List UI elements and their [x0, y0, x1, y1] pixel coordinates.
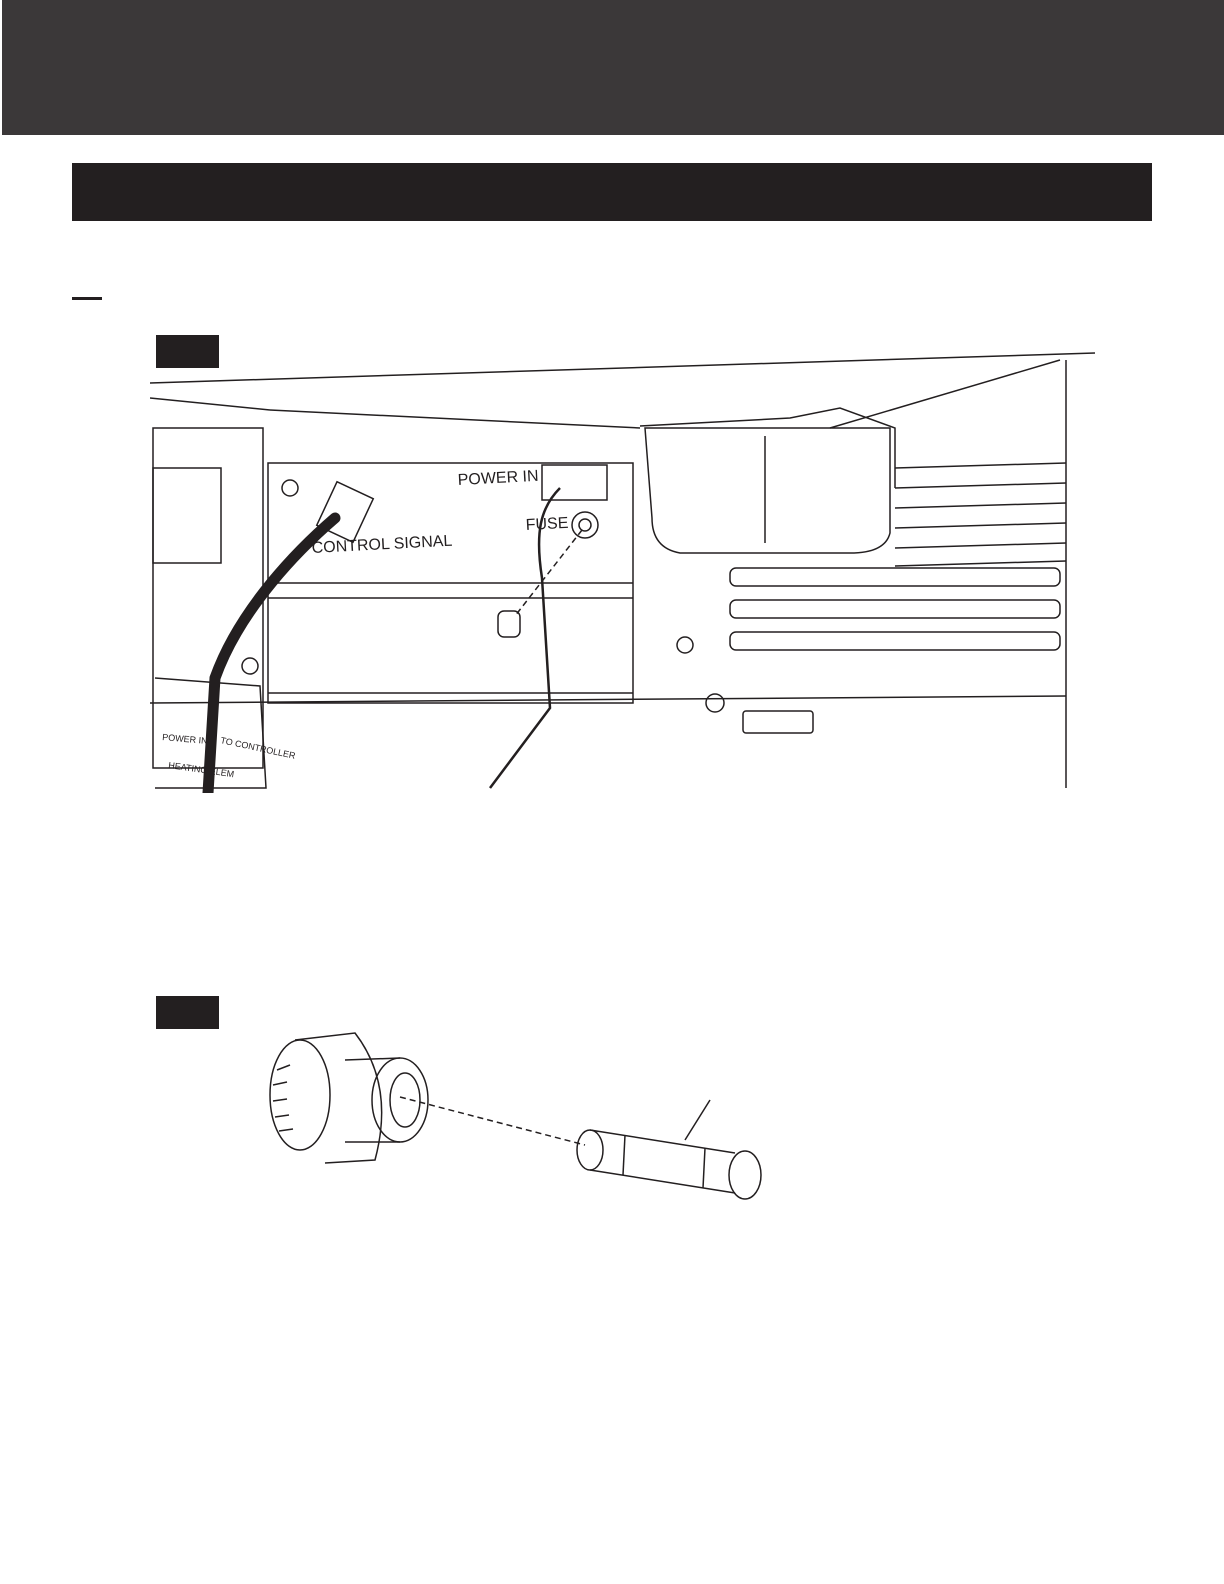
knob-rib [273, 1082, 287, 1085]
fan-housing [645, 428, 890, 553]
vent-line [895, 543, 1066, 548]
figure-2-illustration [265, 1025, 785, 1210]
label-fuse: FUSE [525, 514, 569, 534]
label-panel-power-in: POWER IN [161, 732, 209, 746]
section-header-bar [72, 163, 1152, 221]
vent-slot [730, 600, 1060, 618]
top-banner [2, 0, 1224, 135]
figure-1-illustration [150, 348, 1110, 793]
power-cord [490, 488, 560, 788]
foot [706, 694, 724, 712]
vent-slot [730, 632, 1060, 650]
knob-rib [279, 1129, 293, 1131]
fuse-leader-line [685, 1100, 710, 1140]
power-in-socket [542, 465, 607, 500]
vent-line [895, 503, 1066, 508]
vent-line [895, 483, 1066, 488]
vent-slot [730, 568, 1060, 586]
top-edge-line [830, 360, 1060, 428]
fuse-dash-line [515, 530, 582, 616]
fuse-cap-edge [623, 1135, 625, 1175]
left-plate [153, 468, 221, 563]
top-edge-line [270, 410, 640, 428]
vent-line [895, 561, 1066, 566]
label-panel-controller: TO CONTROLLER [219, 735, 297, 761]
fuse-cap-edge [703, 1148, 705, 1188]
screw [677, 637, 693, 653]
top-edge-line [150, 353, 1095, 383]
knob-rib [275, 1115, 289, 1117]
fuse-knob [498, 611, 520, 637]
top-edge-line [150, 398, 270, 410]
fuse-holder [572, 512, 598, 538]
screw [242, 658, 258, 674]
fuse-body [590, 1130, 735, 1193]
label-control-signal: CONTROL SIGNAL [311, 532, 453, 557]
fuse-cap-right [729, 1151, 761, 1199]
knob-rib [277, 1065, 290, 1070]
vent-line [895, 463, 1066, 468]
knob-shaft-hole [390, 1073, 420, 1127]
knob-body [295, 1033, 382, 1163]
step-underline-mark [72, 297, 102, 300]
label-panel-heating: HEATING ELEM [167, 760, 235, 780]
screw [282, 480, 298, 496]
vent-line [895, 523, 1066, 528]
fuse-cap-left [577, 1130, 603, 1170]
rear-panel-edge [150, 696, 1066, 703]
fuse-holder-inner [579, 519, 591, 531]
clip [743, 711, 813, 733]
knob-grip [270, 1040, 330, 1150]
figure-2-tag [156, 996, 219, 1029]
label-power-in: POWER IN [457, 467, 539, 489]
knob-rib [273, 1099, 287, 1101]
